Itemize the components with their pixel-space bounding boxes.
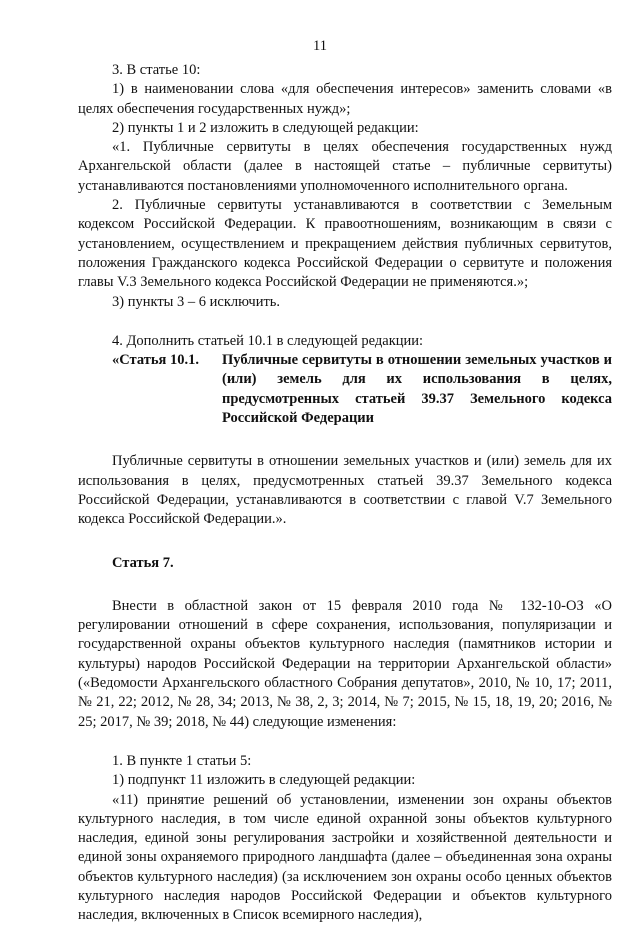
paragraph: Публичные сервитуты в отношении земельных участков и (или) земель для их использования в целях, предусмотренных статьей 39.37 Земельного кодекса Российской Федерации, устанавливаются в соответствии с главой V.7 Земельного кодекса Российской Федерации.». <box>78 453 612 528</box>
paragraph: «11) принятие решений об установлении, изменении зон охраны объектов культурного наследия, в том числе единой охранной зоны объектов культурного наследия, единой зоны регулирования застройки и хозяйственной деятельности и единой зоны охраняемого природного ландшафта (далее – объединенная зона охраны объектов культурного наследия) (за исключением зон охраны особо ценных объектов культурного наследия народов Российской Федерации и объектов культурного наследия, включенных в Список всемирного наследия), <box>78 791 612 924</box>
paragraph: 1) подпункт 11 изложить в следующей редакции: <box>112 772 416 789</box>
spacer <box>78 530 612 554</box>
article-heading <box>78 351 612 428</box>
spacer <box>78 732 612 752</box>
paragraph: 3) пункты 3 – 6 исключить. <box>112 293 281 310</box>
paragraph: 1) в наименовании слова «для обеспечения интересов» заменить словами «в целях обеспечения государственных нужд»; <box>78 81 612 117</box>
spacer <box>78 312 612 332</box>
document-body <box>78 61 612 926</box>
article-label: «Статья 10.1. <box>112 352 199 369</box>
paragraph: 3. В статье 10: <box>112 62 201 78</box>
paragraph: 4. Дополнить статьей 10.1 в следующей редакции: <box>112 332 424 349</box>
paragraph: 2) пункты 1 и 2 изложить в следующей редакции: <box>112 119 419 136</box>
spacer <box>78 428 612 452</box>
spacer <box>78 573 612 597</box>
paragraph: 2. Публичные сервитуты устанавливаются в соответствии с Земельным кодексом Российской Федерации. К правоотношениям, возникающим в связи с установлением, осуществлением и прекращением действия публичных сервитутов, положения Гражданского кодекса Российской Федерации о сервитуте и положения главы V.3 Земельного кодекса Российской Федерации не применяются.»; <box>78 197 612 291</box>
page-number: 11 <box>313 38 327 54</box>
paragraph: 1. В пункте 1 статьи 5: <box>112 752 252 769</box>
paragraph: Внести в областной закон от 15 февраля 2010 года № 132-10-ОЗ «О регулировании отношений в сфере сохранения, использования, популяризации и государственной охраны объектов культурного наследия (памятников истории и культуры) народов Российской Федерации на территории Архангельской области» («Ведомости Архангельского областного Собрания депутатов», 2010, № 10, 17; 2011, № 21, 22; 2012, № 28, 34; 2013, № 38, 2, 3; 2014, № 7; 2015, № 15, 18, 19, 20; 2016, № 25; 2017, № 39; 2018, № 44) следующие изменения: <box>78 597 612 730</box>
paragraph: «1. Публичные сервитуты в целях обеспечения государственных нужд Архангельской области (далее в настоящей статье – публичные сервитуты) устанавливаются постановлениями уполномоченного исполнительного органа. <box>78 139 612 194</box>
article-title: Публичные сервитуты в отношении земельных участков и (или) земель для их использования в целях, предусмотренных статьей 39.37 Земельного кодекса Российской Федерации <box>222 352 612 427</box>
section-heading: Статья 7. <box>112 554 174 571</box>
